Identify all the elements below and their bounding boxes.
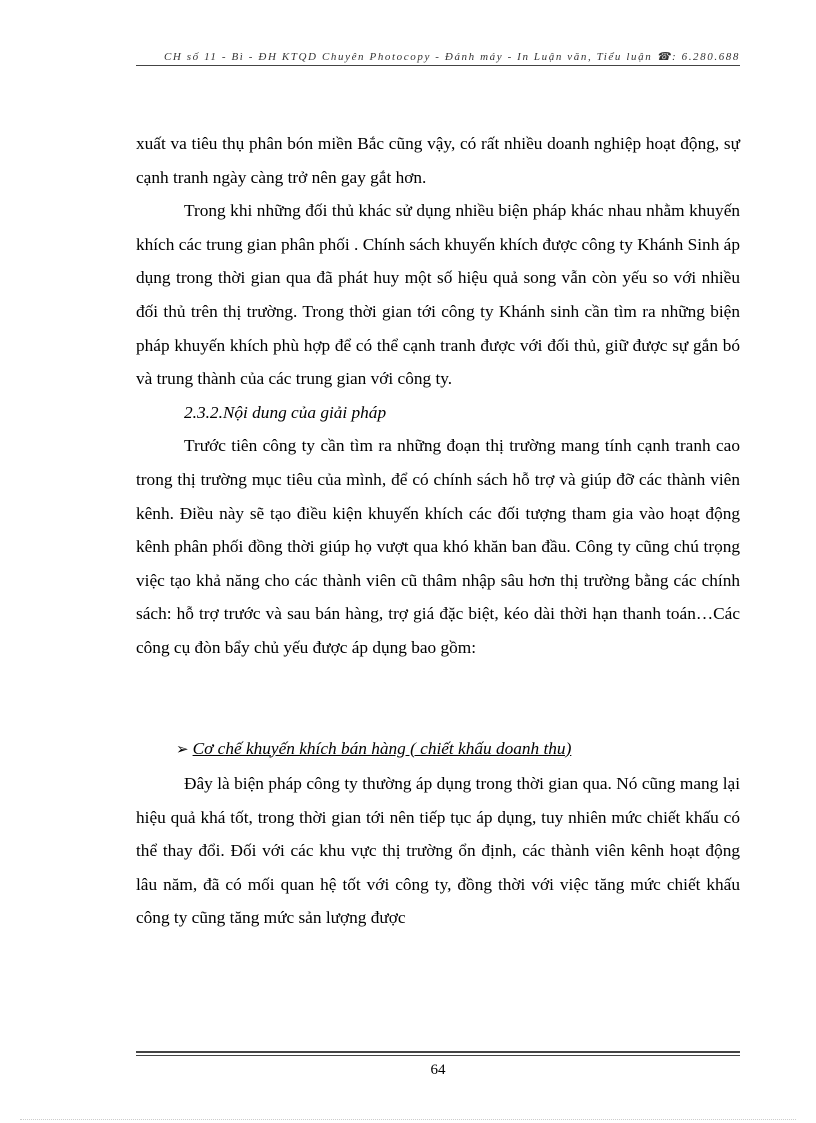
- footer-rule-thick: [136, 1051, 740, 1053]
- phone-icon: ☎: [656, 51, 672, 63]
- page-number: 64: [430, 1062, 446, 1078]
- document-body: [136, 127, 740, 935]
- paragraph-3: Trước tiên công ty cần tìm ra những đoạn thị trường mang tính cạnh tranh cao trong thị trường mục tiêu của mình, để có chính sách hỗ trợ và giúp đỡ các thành viên kênh. Điều này sẽ tạo điều kiện khuyến khích các đối tượng tham gia vào hoạt động kênh phân phối đồng thời giúp họ vượt qua khó khăn ban đầu. Công ty cũng chú trọng việc tạo khả năng cho các thành viên cũ thâm nhập sâu hơn thị trường bằng các chính sách: hỗ trợ trước và sau bán hàng, trợ giá đặc biệt, kéo dài thời hạn thanh toán…Các công cụ đòn bẩy chủ yếu được áp dụng bao gồm:: [136, 436, 740, 657]
- page-header: [136, 50, 740, 63]
- footer-rule-thin: [136, 1055, 740, 1056]
- bullet-title: Cơ chế khuyến khích bán hàng ( chiết khấu doanh thu): [192, 738, 572, 758]
- paragraph-1: xuất va tiêu thụ phân bón miền Bắc cũng vậy, có rất nhiều doanh nghiệp hoạt động, sự cạnh tranh ngày càng trở nên gay gắt hơn.: [136, 134, 740, 187]
- header-phone: : 6.280.688: [671, 51, 740, 63]
- paragraph-4: Đây là biện pháp công ty thường áp dụng trong thời gian qua. Nó cũng mang lại hiệu quả khá tốt, trong thời gian tới nên tiếp tục áp dụng, tuy nhiên mức chiết khấu có thể thay đổi. Đối với các khu vực thị trường ổn định, các thành viên kênh hoạt động lâu năm, đã có mối quan hệ tốt với công ty, đồng thời với việc tăng mức chiết khấu công ty cũng tăng mức sản lượng được: [136, 774, 740, 928]
- paragraph-2: Trong khi những đối thủ khác sử dụng nhiều biện pháp khác nhau nhằm khuyến khích các trung gian phân phối . Chính sách khuyến khích được công ty Khánh Sinh áp dụng trong thời gian qua đã phát huy một số hiệu quả song vẫn còn yếu so với nhiều đối thủ trên thị trường. Trong thời gian tới công ty Khánh sinh cần tìm ra những biện pháp khuyến khích phù hợp để có thể cạnh tranh được với đối thủ, giữ được sự gắn bó và trung thành của các trung gian với công ty.: [136, 201, 740, 389]
- arrow-bullet-icon: ➢: [176, 741, 189, 758]
- bullet-item: [136, 732, 740, 768]
- header-rule: [136, 65, 740, 66]
- header-text: CH số 11 - Bì - ĐH KTQD Chuyên Photocopy - Đánh máy - In Luận văn, Tiểu luận: [163, 51, 653, 63]
- page-bottom-border: [20, 1119, 796, 1120]
- section-heading: 2.3.2.Nội dung của giải pháp: [184, 402, 387, 422]
- spacer: [136, 665, 740, 732]
